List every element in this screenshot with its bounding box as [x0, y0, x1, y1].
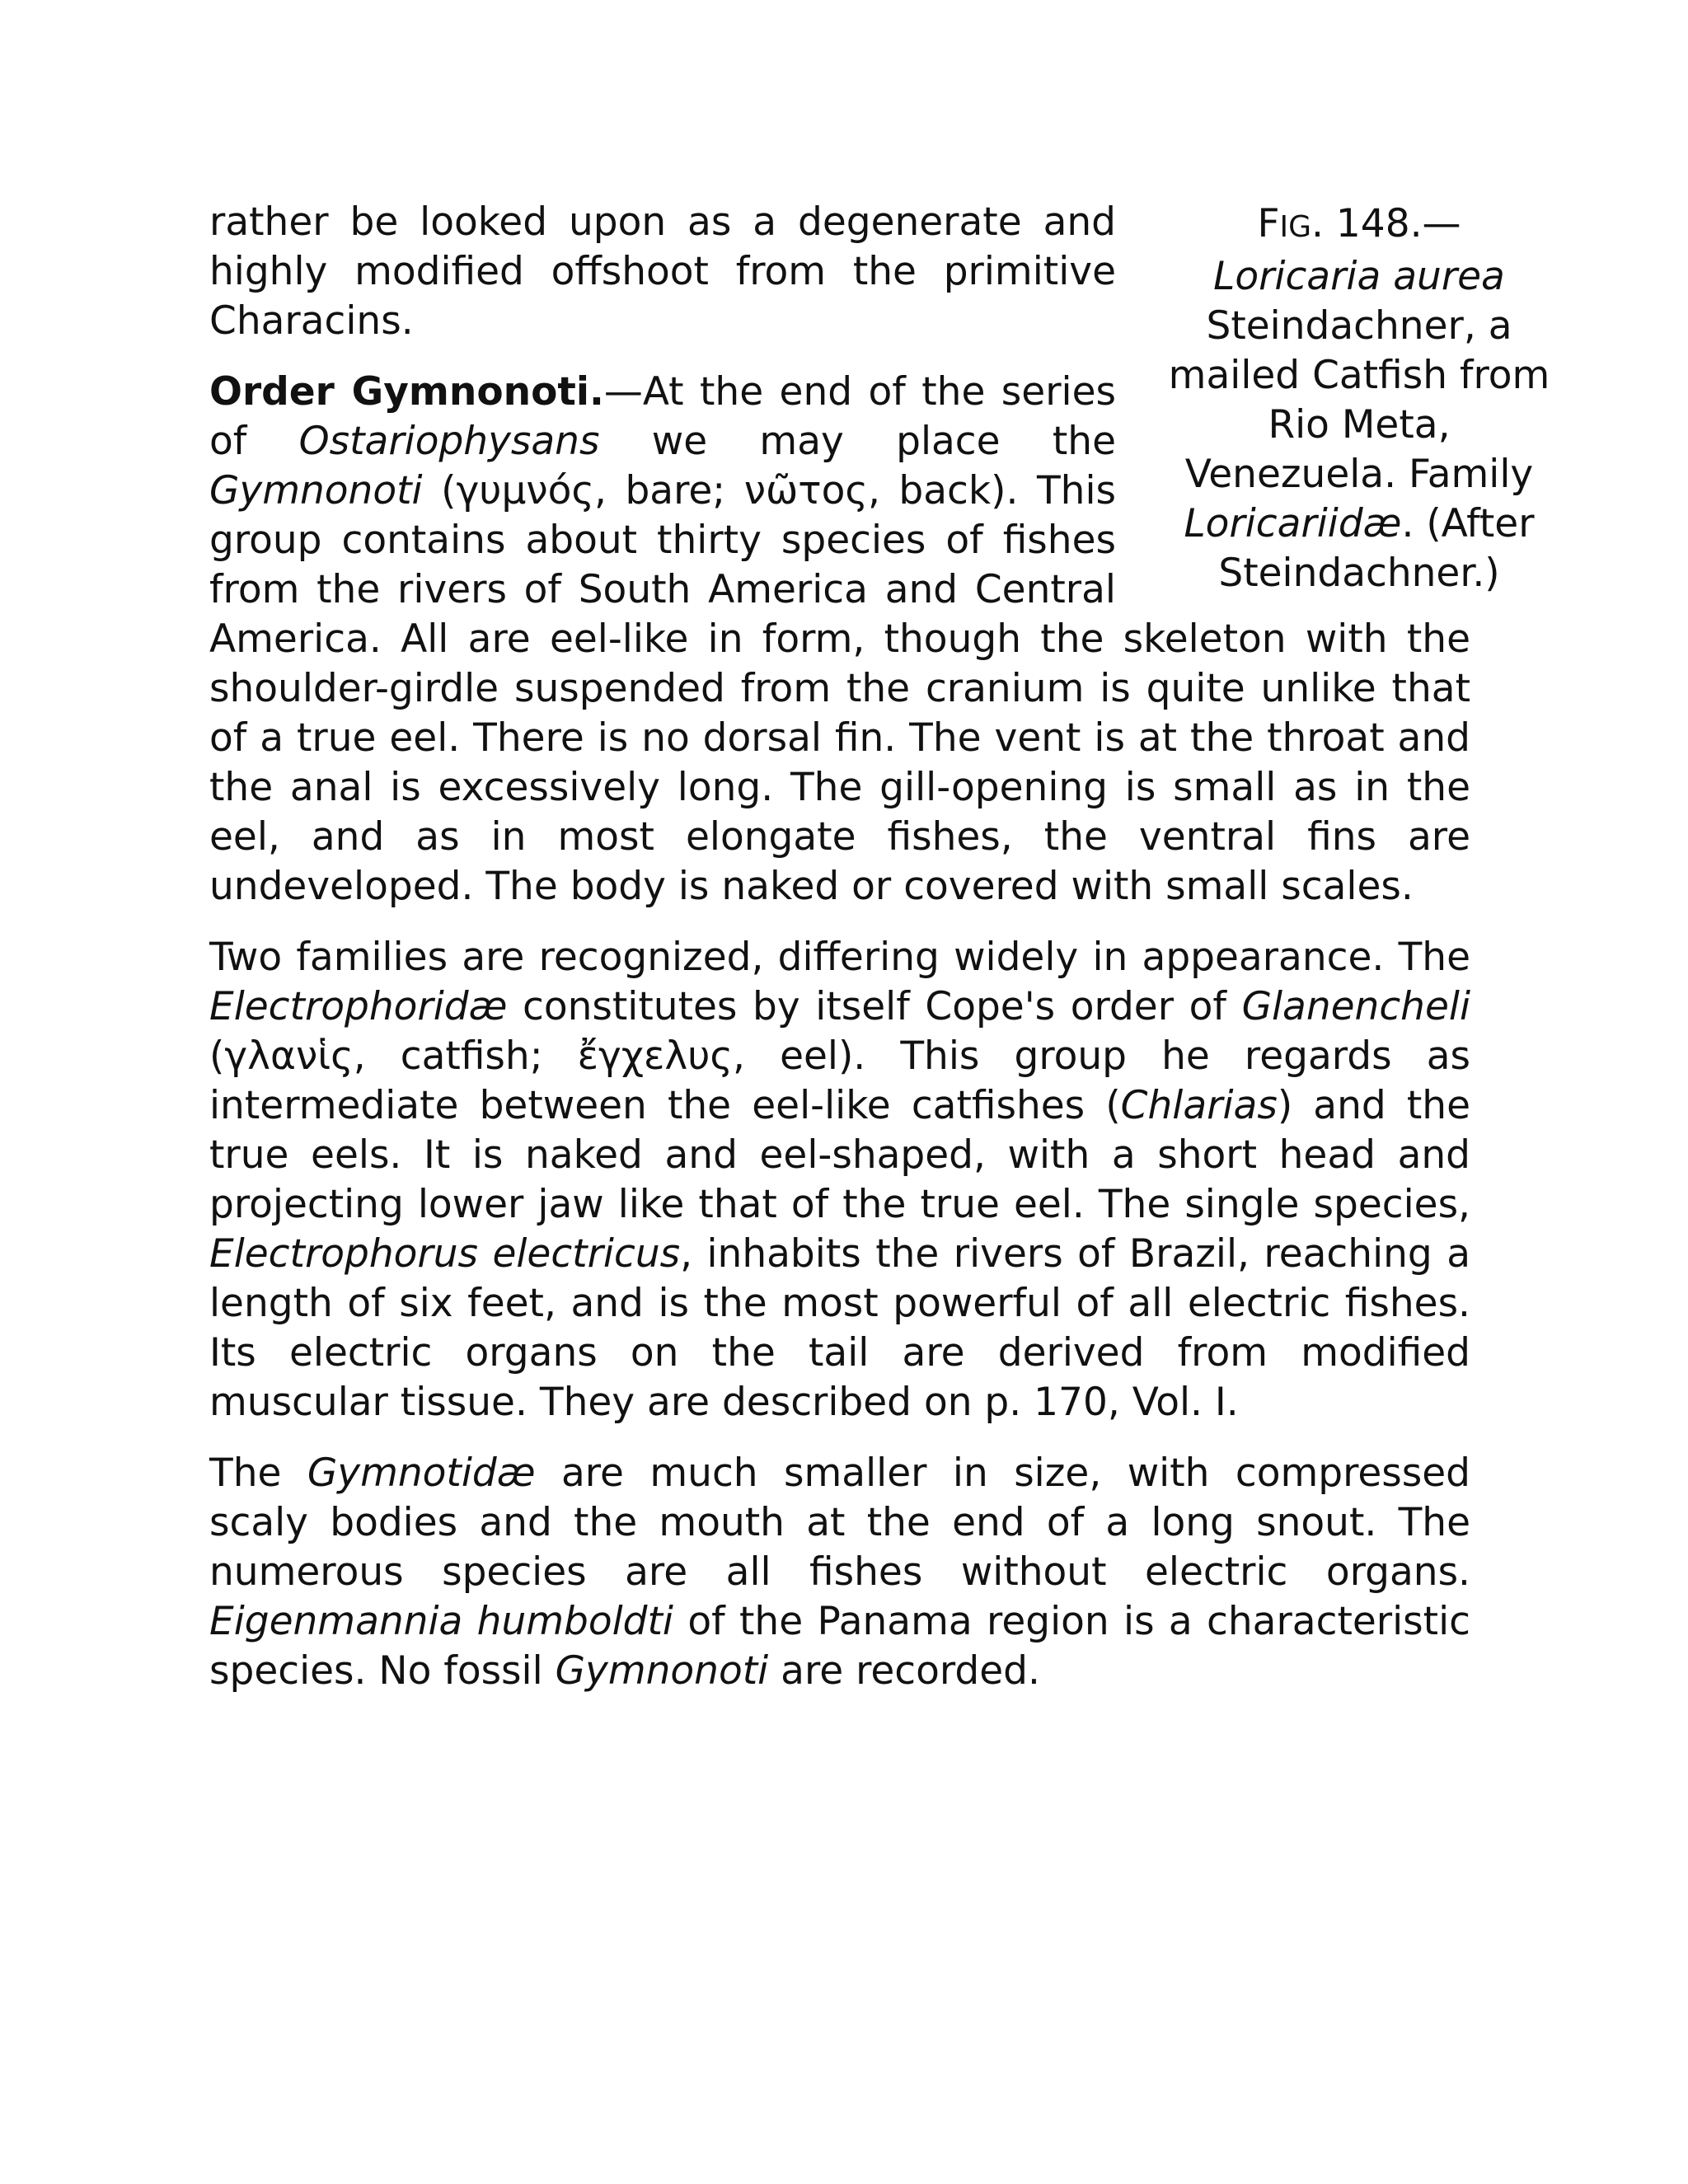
- section-heading: Order Gymnonoti.: [209, 369, 604, 415]
- paragraph-gymnotidae: The Gymnotidæ are much smaller in size, with compressed scaly bodies and the mouth at the end of a long snout. The numerous species are all fishes without electric organs. Eigenmannia humboldti of the Panama region is a characteristic species. No fossil Gymnonoti are recorded.: [209, 1451, 1470, 1694]
- figure-label: FIG. 148.—: [1257, 201, 1461, 246]
- figure-family: Loricariidæ: [1184, 501, 1402, 546]
- page-content: [209, 198, 1550, 1718]
- figure-caption-text: Steindachner, a mailed Catfish from Rio Meta, Venezuela. Family: [1168, 303, 1550, 497]
- figure-caption-end: . (After Steindachner.): [1218, 501, 1535, 596]
- paragraph-families: Two families are recognized, differing widely in appearance. The Electrophoridæ constitutes by itself Cope's order of Glanencheli (γλανἱς, catfish; ἔγχελυς, eel). This group he regards as intermediate between the eel-like catfishes (Chlarias) and the true eels. It is naked and eel-shaped, with a short head and projecting lower jaw like that of the true eel. The single species, Electrophorus electricus, inhabits the rivers of Brazil, reaching a length of six feet, and is the most powerful of all electric fishes. Its electric organs on the tail are derived from modified muscular tissue. They are described on p. 170, Vol. I.: [209, 935, 1471, 1425]
- figure-species: Loricaria aurea: [1213, 254, 1505, 299]
- figure-caption: [1165, 199, 1553, 598]
- paragraph-order-gymnonoti: Order Gymnonoti.—At the end of the series of Ostariophysans we may place the Gymnonoti (γυμνός, bare; νῶτος, back). This group contains about thirty species of fishes from the rivers of South America and Central America. All are eel-like in form, though the skeleton with the shoulder-girdle suspended from the cranium is quite unlike that of a true eel. There is no dorsal fin. The vent is at the throat and the anal is excessively long. The gill-opening is small as in the eel, and as in most elongate fishes, the ventral fins are undeveloped. The body is naked or covered with small scales.: [209, 369, 1470, 909]
- paragraph-1: rather be looked upon as a degenerate and highly modified offshoot from the primitive Characins.: [209, 199, 1116, 344]
